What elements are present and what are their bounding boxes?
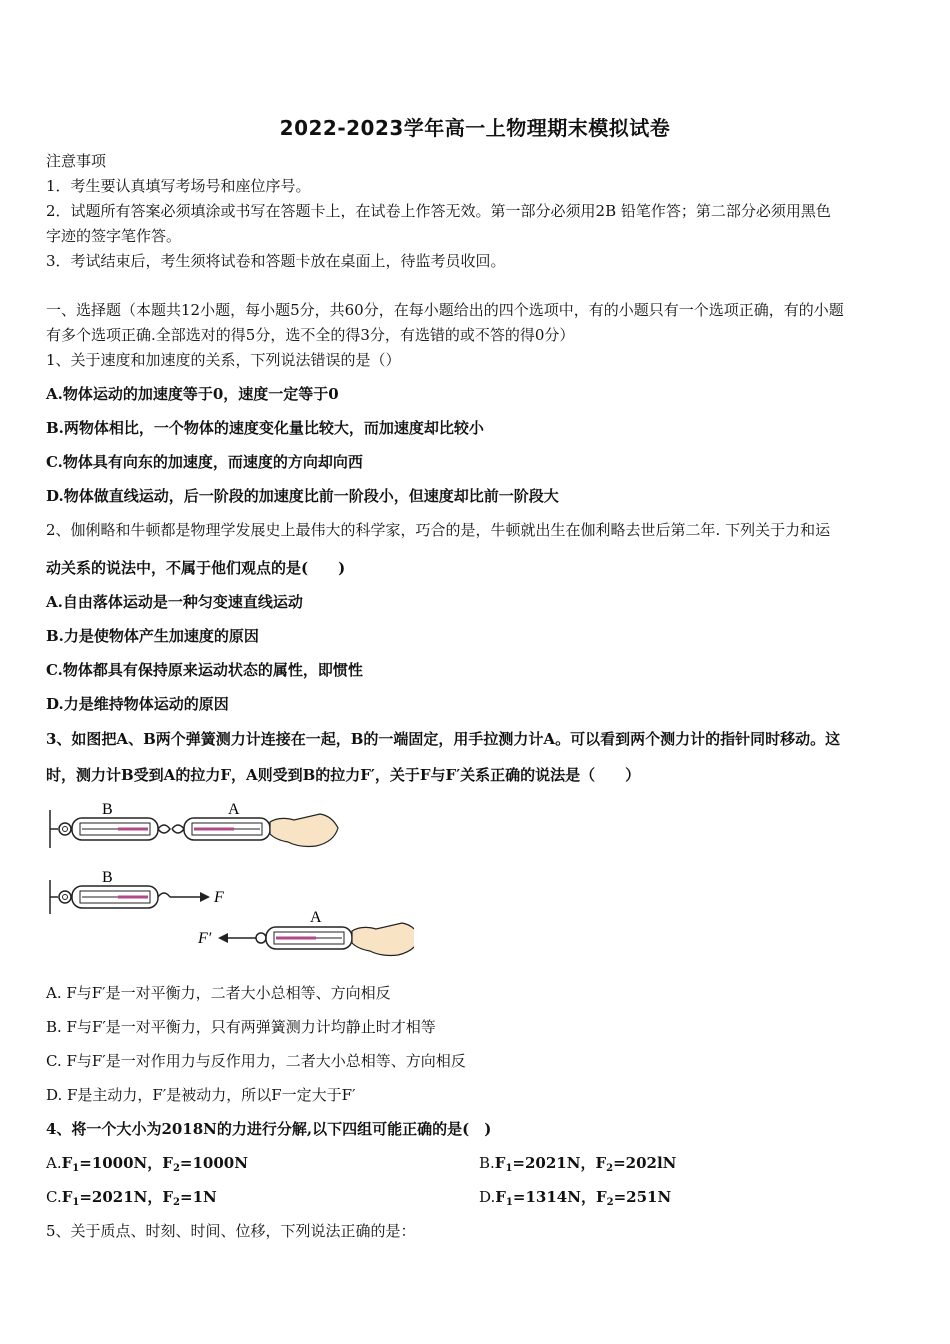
q3-option-c: C. F与F′是一对作用力与反作用力，二者大小总相等、方向相反 <box>46 1052 466 1070</box>
q3-option-d: D. F是主动力，F′是被动力，所以F一定大于F′ <box>46 1086 356 1104</box>
q1-option-b: B.两物体相比，一个物体的速度变化量比较大，而加速度却比较小 <box>46 419 484 437</box>
q1-stem: 1、关于速度和加速度的关系，下列说法错误的是（） <box>46 351 401 369</box>
q3-option-a: A. F与F′是一对平衡力，二者大小总相等、方向相反 <box>46 984 391 1002</box>
spring-scale-figure <box>44 796 414 964</box>
notice-item-3: 3．考试结束后，考生须将试卷和答题卡放在桌面上，待监考员收回。 <box>46 252 506 270</box>
q2-option-a: A.自由落体运动是一种匀变速直线运动 <box>46 593 303 611</box>
q3-stem-line1: 3、如图把A、B两个弹簧测力计连接在一起，B的一端固定，用手拉测力计A。可以看到两个测力计的指针同时移动。这 <box>46 730 841 748</box>
q3-option-b: B. F与F′是一对平衡力，只有两弹簧测力计均静止时才相等 <box>46 1018 436 1036</box>
q2-stem-line2: 动关系的说法中，不属于他们观点的是( ) <box>46 559 346 577</box>
q5-stem: 5、关于质点、时刻、时间、位移，下列说法正确的是： <box>46 1222 416 1240</box>
q3-stem-line2: 时，测力计B受到A的拉力F，A则受到B的拉力F′，关于F与F′关系正确的说法是（ ） <box>46 766 641 784</box>
label-a-bottom: A <box>310 909 322 926</box>
q1-option-c: C.物体具有向东的加速度，而速度的方向却向西 <box>46 453 363 471</box>
notice-heading: 注意事项 <box>46 152 107 170</box>
label-b-bottom: B <box>102 869 113 886</box>
q4-option-b: $B.F_1=2021N$，$F_2=202lN$ <box>479 1154 677 1174</box>
q2-option-d: D.力是维持物体运动的原因 <box>46 695 229 713</box>
q2-option-b: B.力是使物体产生加速度的原因 <box>46 627 259 645</box>
notice-item-2: 2．试题所有答案必须填涂或书写在答题卡上，在试卷上作答无效。第一部分必须用2B 铅笔作答；第二部分必须用黑色 <box>46 202 831 220</box>
q4-option-a: $A.F_1=1000N$，$F_2=1000N$ $B.F_1=2021N$，$F_2=202lN$ <box>46 1153 906 1179</box>
label-f: F <box>214 889 224 906</box>
q4-stem: 4、将一个大小为2018N的力进行分解,以下四组可能正确的是( ) <box>46 1120 492 1138</box>
notice-item-2-cont: 字迹的签字笔作答。 <box>46 227 182 245</box>
notice-item-1: 1．考生要认真填写考场号和座位序号。 <box>46 177 311 195</box>
q1-option-d: D.物体做直线运动，后一阶段的加速度比前一阶段小，但速度却比前一阶段大 <box>46 487 559 505</box>
q4-option-c: $C.F_1=2021N$，$F_2=1N$ $D.F_1=1314N$，$F_2=251N$ <box>46 1187 906 1213</box>
q4-option-d: $D.F_1=1314N$，$F_2=251N$ <box>479 1188 672 1208</box>
q1-option-a: A.物体运动的加速度等于0，速度一定等于0 <box>46 385 339 403</box>
q2-option-c: C.物体都具有保持原来运动状态的属性，即惯性 <box>46 661 363 679</box>
page-title: 2022-2023学年高一上物理期末模拟试卷 <box>279 116 671 140</box>
q2-stem-line1: 2、伽俐略和牛顿都是物理学发展史上最伟大的科学家，巧合的是，牛顿就出生在伽利略去世后第二年. 下列关于力和运 <box>46 521 831 539</box>
label-f-prime: F′ <box>198 930 212 947</box>
section1-intro-line1: 一、选择题（本题共12小题，每小题5分，共60分，在每小题给出的四个选项中，有的小题只有一个选项正确，有的小题 <box>46 301 844 319</box>
label-b-top: B <box>102 801 113 818</box>
label-a-top: A <box>228 801 240 818</box>
section1-intro-line2: 有多个选项正确.全部选对的得5分，选不全的得3分，有选错的或不答的得0分） <box>46 326 575 344</box>
